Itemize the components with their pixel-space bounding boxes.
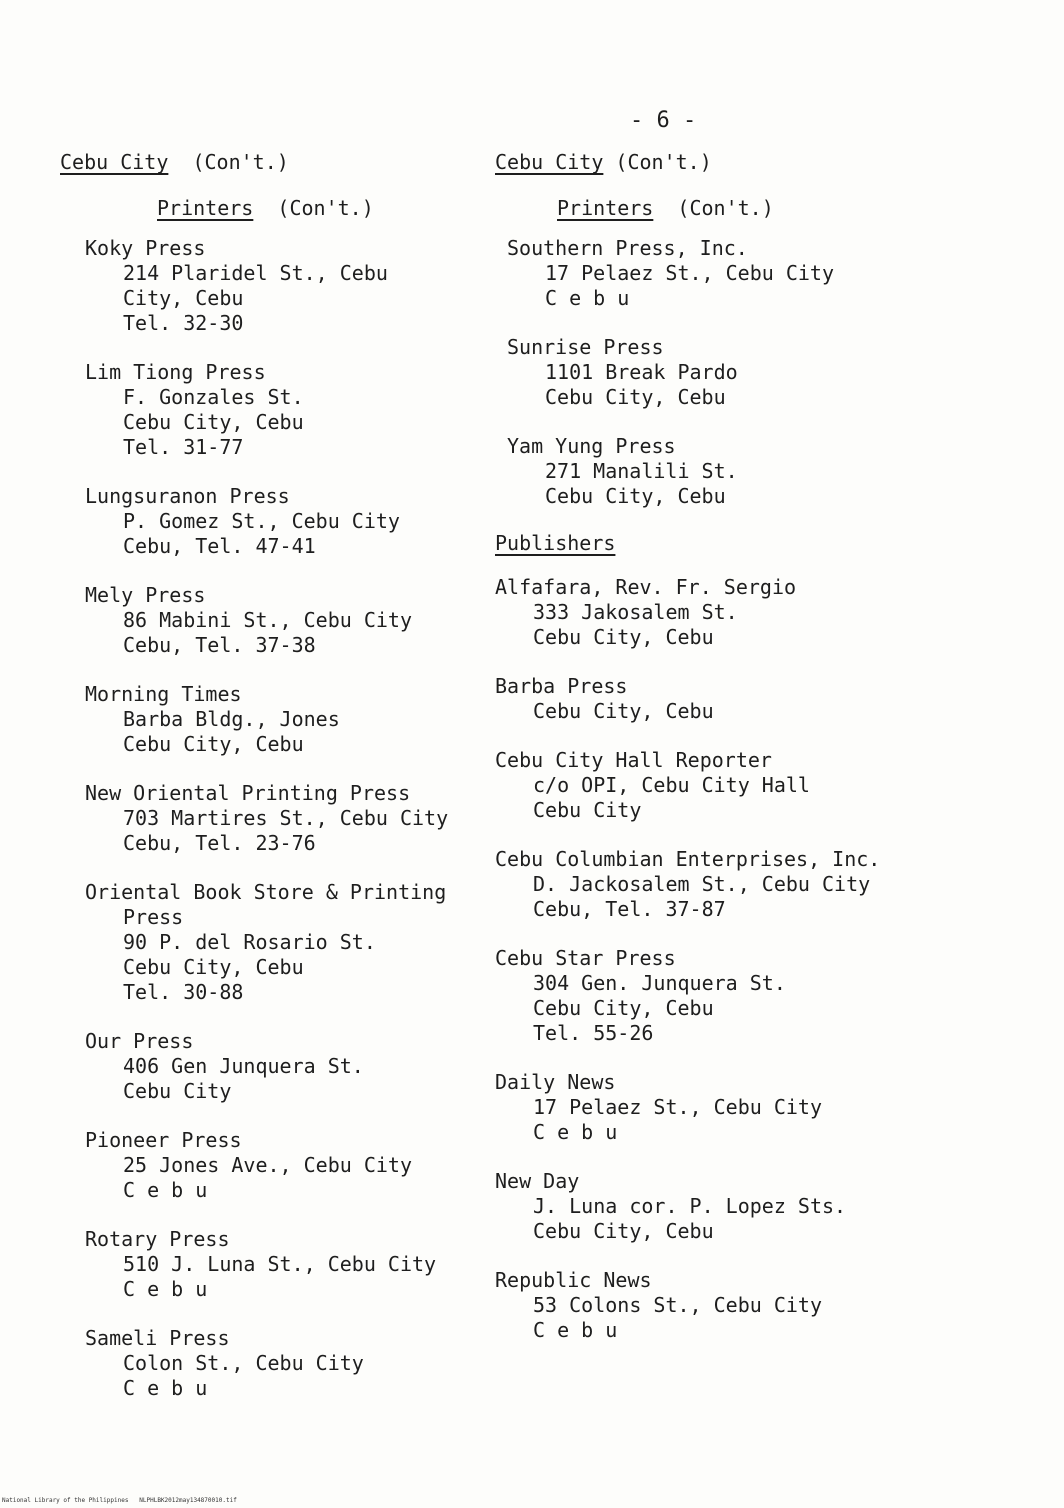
directory-entry	[507, 236, 965, 311]
entry-address-line: P. Gomez St., Cebu City	[123, 509, 400, 533]
entry-address-line: Barba Bldg., Jones	[123, 707, 340, 731]
entry-address-line: 86 Mabini St., Cebu City	[123, 608, 412, 632]
directory-entry	[85, 880, 530, 1005]
directory-entry	[495, 748, 965, 823]
entry-name: Cebu Columbian Enterprises, Inc.	[495, 847, 881, 871]
entry-address-line: Cebu City, Cebu	[533, 625, 714, 649]
entry-address-line: Cebu, Tel. 37-38	[123, 633, 316, 657]
directory-entry	[495, 1169, 965, 1244]
entry-address-line: C e b u	[545, 286, 630, 310]
entry-address-line: City, Cebu	[123, 286, 244, 310]
entry-address-line: Cebu City, Cebu	[533, 1219, 714, 1243]
directory-entry	[85, 1128, 530, 1203]
directory-entry	[85, 1326, 530, 1401]
entry-address-line: Cebu City, Cebu	[123, 732, 304, 756]
entry-name: Koky Press	[85, 236, 206, 260]
page-number: - 6 -	[630, 108, 697, 133]
entry-address-line: Tel. 30-88	[123, 980, 244, 1004]
entry-address-line: C e b u	[123, 1277, 208, 1301]
entry-address-line: Cebu City	[123, 1079, 232, 1103]
printer-list	[60, 236, 530, 1401]
entry-address-line: Tel. 31-77	[123, 435, 244, 459]
entry-address-line: Cebu City, Cebu	[533, 996, 714, 1020]
directory-entry	[85, 236, 530, 336]
publishers-label: Publishers	[495, 531, 616, 555]
directory-entry	[85, 682, 530, 757]
heading-city: Cebu City	[60, 150, 169, 174]
heading-city: Cebu City	[495, 150, 604, 174]
entry-address-line: 333 Jakosalem St.	[533, 600, 738, 624]
entry-address-line: Press	[123, 905, 184, 929]
entry-address-line: Cebu, Tel. 37-87	[533, 897, 726, 921]
entry-address-line: Cebu City, Cebu	[533, 699, 714, 723]
directory-entry	[507, 434, 965, 509]
directory-entry	[495, 847, 965, 922]
entry-address-line: 703 Martires St., Cebu City	[123, 806, 449, 830]
entry-address-line: Cebu, Tel. 23-76	[123, 831, 316, 855]
directory-entry	[85, 360, 530, 460]
entry-address-line: J. Luna cor. P. Lopez Sts.	[533, 1194, 847, 1218]
printer-list	[495, 236, 965, 509]
entry-address-line: 214 Plaridel St., Cebu	[123, 261, 388, 285]
subheading-label: Printers	[157, 196, 254, 220]
subheading-suffix: (Con't.)	[677, 196, 774, 220]
entry-name: Pioneer Press	[85, 1128, 242, 1152]
entry-address-line: C e b u	[533, 1318, 618, 1342]
entry-address-line: Cebu City, Cebu	[123, 410, 304, 434]
entry-name: Barba Press	[495, 674, 628, 698]
entry-address-line: Cebu City, Cebu	[123, 955, 304, 979]
scan-footer: National Library of the Philippines NLPHLBK2012may134870010.tif	[2, 1497, 237, 1504]
entry-address-line: C e b u	[123, 1376, 208, 1400]
entry-name: Rotary Press	[85, 1227, 230, 1251]
entry-address-line: 510 J. Luna St., Cebu City	[123, 1252, 437, 1276]
entry-name: Our Press	[85, 1029, 194, 1053]
entry-address-line: F. Gonzales St.	[123, 385, 304, 409]
entry-address-line: 304 Gen. Junquera St.	[533, 971, 786, 995]
publishers-section	[495, 531, 965, 1343]
entry-name: Cebu City Hall Reporter	[495, 748, 772, 772]
left-column	[60, 150, 530, 1425]
entry-address-line: Cebu City	[533, 798, 642, 822]
directory-entry	[507, 335, 965, 410]
entry-address-line: 271 Manalili St.	[545, 459, 738, 483]
entry-address-line: 25 Jones Ave., Cebu City	[123, 1153, 412, 1177]
entry-address-line: Tel. 32-30	[123, 311, 244, 335]
directory-entry	[495, 1268, 965, 1343]
printers-subheading	[157, 196, 530, 220]
entry-name: Oriental Book Store & Printing	[85, 880, 447, 904]
entry-address-line: 17 Pelaez St., Cebu City	[545, 261, 834, 285]
directory-entry	[85, 1029, 530, 1104]
entry-name: Sunrise Press	[507, 335, 664, 359]
entry-address-line: 17 Pelaez St., Cebu City	[533, 1095, 822, 1119]
entry-name: Southern Press, Inc.	[507, 236, 748, 260]
publishers-heading	[495, 531, 965, 555]
directory-entry	[495, 1070, 965, 1145]
directory-entry	[85, 484, 530, 559]
entry-address-line: D. Jackosalem St., Cebu City	[533, 872, 871, 896]
entry-name: New Day	[495, 1169, 580, 1193]
subheading-suffix: (Con't.)	[277, 196, 374, 220]
section-heading	[60, 150, 530, 174]
entry-name: New Oriental Printing Press	[85, 781, 411, 805]
directory-entry	[85, 1227, 530, 1302]
entry-address-line: c/o OPI, Cebu City Hall	[533, 773, 810, 797]
directory-entry	[85, 781, 530, 856]
entry-address-line: Cebu City, Cebu	[545, 484, 726, 508]
entry-name: Alfafara, Rev. Fr. Sergio	[495, 575, 797, 599]
entry-address-line: Tel. 55-26	[533, 1021, 654, 1045]
entry-name: Sameli Press	[85, 1326, 230, 1350]
entry-address-line: 406 Gen Junquera St.	[123, 1054, 364, 1078]
entry-address-line: C e b u	[123, 1178, 208, 1202]
entry-address-line: Cebu, Tel. 47-41	[123, 534, 316, 558]
entry-address-line: 53 Colons St., Cebu City	[533, 1293, 822, 1317]
directory-entry	[495, 575, 965, 650]
subheading-label: Printers	[557, 196, 654, 220]
entry-address-line: 1101 Break Pardo	[545, 360, 738, 384]
entry-name: Yam Yung Press	[507, 434, 676, 458]
entry-address-line: C e b u	[533, 1120, 618, 1144]
right-column	[495, 150, 965, 1367]
entry-address-line: 90 P. del Rosario St.	[123, 930, 376, 954]
entry-address-line: Colon St., Cebu City	[123, 1351, 364, 1375]
directory-entry	[495, 946, 965, 1046]
entry-name: Morning Times	[85, 682, 242, 706]
entry-name: Republic News	[495, 1268, 652, 1292]
directory-entry	[495, 674, 965, 724]
heading-suffix: (Con't.)	[615, 150, 712, 174]
publisher-list	[495, 575, 965, 1343]
entry-name: Mely Press	[85, 583, 206, 607]
entry-name: Cebu Star Press	[495, 946, 676, 970]
heading-suffix: (Con't.)	[192, 150, 289, 174]
entry-name: Lungsuranon Press	[85, 484, 290, 508]
entry-name: Daily News	[495, 1070, 616, 1094]
directory-entry	[85, 583, 530, 658]
entry-address-line: Cebu City, Cebu	[545, 385, 726, 409]
entry-name: Lim Tiong Press	[85, 360, 266, 384]
section-heading	[495, 150, 965, 174]
printers-subheading	[557, 196, 965, 220]
